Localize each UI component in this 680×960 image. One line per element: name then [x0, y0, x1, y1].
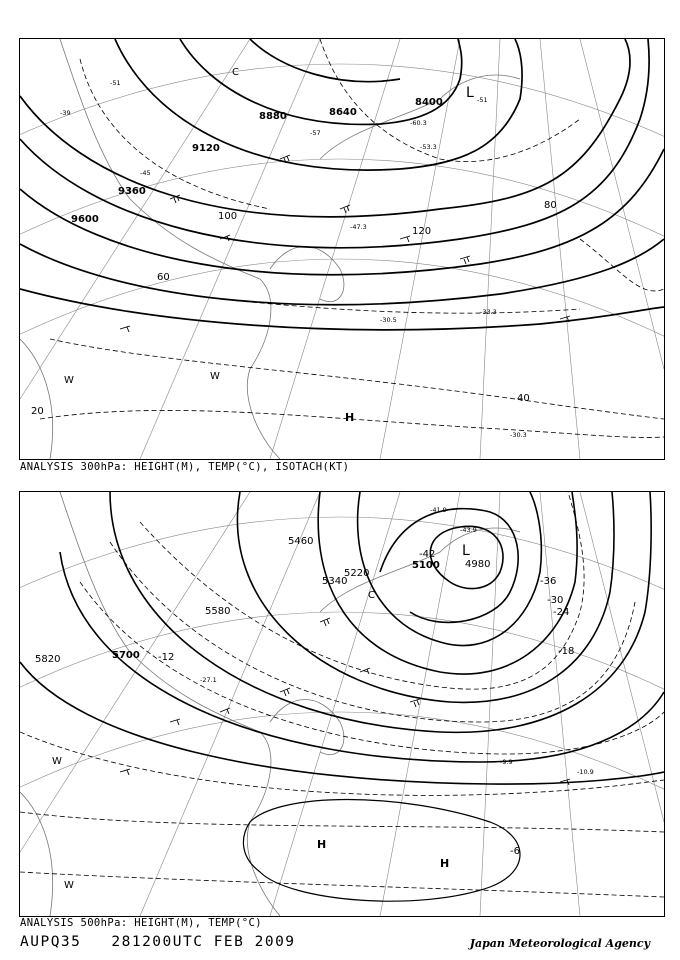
- temp-label: -45: [140, 169, 151, 177]
- temp-label: -10.9: [577, 768, 594, 776]
- high-pressure-symbol: H: [317, 838, 327, 851]
- temp-label: -51: [110, 79, 121, 87]
- height-label: 9600: [71, 214, 99, 225]
- temp-label: -24: [553, 607, 570, 618]
- height-label: 9120: [192, 143, 220, 154]
- height-label: 4980: [465, 559, 491, 570]
- footer-code: [20, 934, 326, 950]
- temp-label: -6: [510, 846, 520, 857]
- temp-label: -18: [558, 646, 575, 657]
- warm-symbol: W: [64, 375, 74, 386]
- valid-time: 281200UTC FEB 2009: [111, 934, 296, 950]
- height-label: 5580: [205, 606, 231, 617]
- height-label: 8400: [415, 97, 443, 108]
- cold-symbol: C: [368, 590, 375, 601]
- upper-panel-caption: ANALYSIS 300hPa: HEIGHT(M), TEMP(°C), ISOTACH(KT): [20, 461, 350, 473]
- upper-isotachs: [40, 39, 664, 437]
- temp-label: -57: [310, 129, 321, 137]
- temp-label: -60.3: [410, 119, 427, 127]
- warm-symbol: W: [210, 371, 220, 382]
- height-label: 8640: [329, 107, 357, 118]
- upper-temp-labels: [60, 79, 527, 439]
- temp-label: -41.9: [430, 506, 447, 514]
- isotach-label: 100: [218, 211, 238, 222]
- temp-label: -9.9: [500, 758, 513, 766]
- lower-grid: [20, 492, 664, 916]
- temp-label: -47.3: [350, 223, 367, 231]
- height-label: 9360: [118, 186, 146, 197]
- temp-label: -30.3: [510, 431, 527, 439]
- upper-map-panel: [19, 38, 665, 460]
- temp-label: -30.5: [380, 316, 397, 324]
- temp-label: -53.3: [420, 143, 437, 151]
- height-label: 5700: [112, 650, 140, 661]
- cold-symbol: C: [232, 67, 239, 78]
- height-label: 5220: [344, 568, 370, 579]
- low-pressure-symbol: L: [462, 543, 470, 559]
- isotach-label: 60: [157, 272, 170, 283]
- lower-map-panel: [19, 491, 665, 917]
- lower-height-contours: [20, 492, 664, 784]
- upper-map-svg: [20, 39, 664, 459]
- upper-grid: [20, 39, 664, 459]
- temp-label: -30: [547, 595, 564, 606]
- height-label: 8880: [259, 111, 287, 122]
- low-pressure-note: -51: [477, 96, 488, 104]
- low-pressure-symbol: L: [466, 85, 474, 101]
- temp-label: -12: [158, 652, 175, 663]
- warm-symbol: W: [52, 756, 62, 767]
- temp-label: -42: [419, 549, 436, 560]
- temp-label: -27.1: [200, 676, 217, 684]
- lower-map-svg: [20, 492, 664, 916]
- lower-panel-caption: ANALYSIS 500hPa: HEIGHT(M), TEMP(°C): [20, 917, 262, 929]
- agency-name: Japan Meteorological Agency: [469, 937, 650, 950]
- isotach-label: 80: [544, 200, 557, 211]
- temp-label: -43.9: [460, 526, 477, 534]
- high-pressure-symbol: H: [345, 411, 355, 424]
- isotach-label: 20: [31, 406, 44, 417]
- lower-coastline: [20, 492, 520, 916]
- height-label: 5340: [322, 576, 348, 587]
- isotach-label: 40: [517, 393, 530, 404]
- height-label: 5100: [412, 560, 440, 571]
- height-label: 5820: [35, 654, 61, 665]
- high-pressure-symbol: H: [440, 857, 450, 870]
- lower-temp-labels: [158, 506, 594, 857]
- lower-high-contour: [243, 800, 520, 902]
- chart-code: AUPQ35: [20, 934, 82, 950]
- temp-label: -39: [60, 109, 71, 117]
- isotach-label: 120: [412, 226, 432, 237]
- height-label: 5460: [288, 536, 314, 547]
- warm-symbol: W: [64, 880, 74, 891]
- temp-label: -33.3: [480, 308, 497, 316]
- temp-label: -36: [540, 576, 557, 587]
